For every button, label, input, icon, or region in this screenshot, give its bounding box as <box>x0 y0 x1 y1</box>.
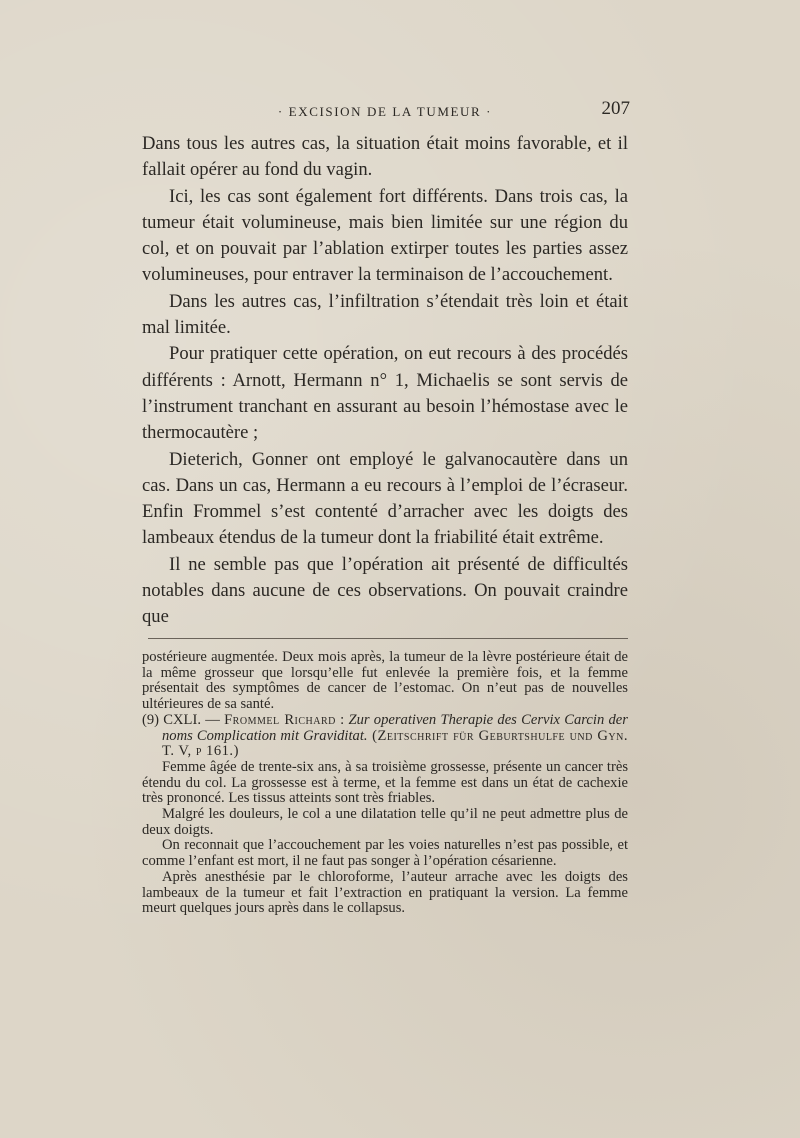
reference-journal: (Zeitschrift für Geburtshulfe und Gyn. T. V, p 161.) <box>162 727 628 760</box>
footnote-paragraph: Après anesthésie par le chloroforme, l’auteur arrache avec les doigts des lambeaux de la tumeur et fait l’extraction en pratiquant la version. La femme meurt quelques jours après dans le collapsus. <box>142 868 628 917</box>
paragraph: Dans tous les autres cas, la situation était moins favorable, et il fallait opérer au fond du vagin. <box>142 133 628 181</box>
paragraph: Dans les autres cas, l’infiltration s’étendait très loin et était mal limitée. <box>142 290 628 339</box>
paragraph: Il ne semble pas que l’opération ait présenté de difficultés notables dans aucune de ces observations. On pouvait craindre que <box>142 553 628 628</box>
running-head <box>140 98 630 126</box>
paragraph: Dieterich, Gonner ont employé le galvanocautère dans un cas. Dans un cas, Hermann a eu recours à l’emploi de l’écraseur. Enfin Frommel s’est contenté d’arracher avec les doigts des lambeaux étendus de la tumeur dont la friabilité était extrême. <box>142 448 628 549</box>
footnotes <box>142 650 628 917</box>
page-number: 207 <box>601 98 630 119</box>
reference-number: (9) CXLI. — <box>142 711 225 728</box>
running-title: · EXCISION DE LA TUMEUR · <box>277 104 493 119</box>
reference-author: Frommel Richard <box>224 711 336 728</box>
footnote-continuation: postérieure augmentée. Deux mois après, la tumeur de la lèvre postérieure était de la même grosseur que lorsqu’elle fut enlevée la première fois, et la femme présentait des symptômes de cancer de l’estomac. On n’eut pas de nouvelles ultérieures de sa santé. <box>142 649 628 713</box>
paragraph: Ici, les cas sont également fort différents. Dans trois cas, la tumeur était volumineuse, mais bien limitée sur une région du col, et on pouvait par l’ablation extirper toutes les parties assez volumineuses, pour entraver la terminaison de l’accouchement. <box>142 185 628 286</box>
footnote-paragraph: Malgré les douleurs, le col a une dilatation telle qu’il ne peut admettre plus de deux doigts. <box>142 806 628 838</box>
footnote-divider <box>148 638 628 639</box>
reference-separator: : <box>335 711 349 728</box>
footnote-paragraph: On reconnait que l’accouchement par les voies naturelles n’est pas possible, et comme l’enfant est mort, il ne faut pas songer à l’opération césarienne. <box>142 837 628 870</box>
paragraph: Pour pratiquer cette opération, on eut recours à des procédés différents : Arnott, Hermann n° 1, Michaelis se sont servis de l’instrument tranchant en assurant au besoin l’hémostase avec le thermocautère ; <box>142 343 628 444</box>
main-text <box>142 131 628 631</box>
footnote-reference <box>142 713 628 760</box>
footnote-paragraph: Femme âgée de trente-six ans, à sa troisième grossesse, présente un cancer très étendu du col. La grossesse est à terme, et la femme est dans un état de cachexie très prononcé. Les tissus atteints sont très friables. <box>142 758 628 807</box>
reference-title: Zur operativen Therapie des Cervix Carcin der noms Complication mit Graviditat. <box>162 711 628 744</box>
